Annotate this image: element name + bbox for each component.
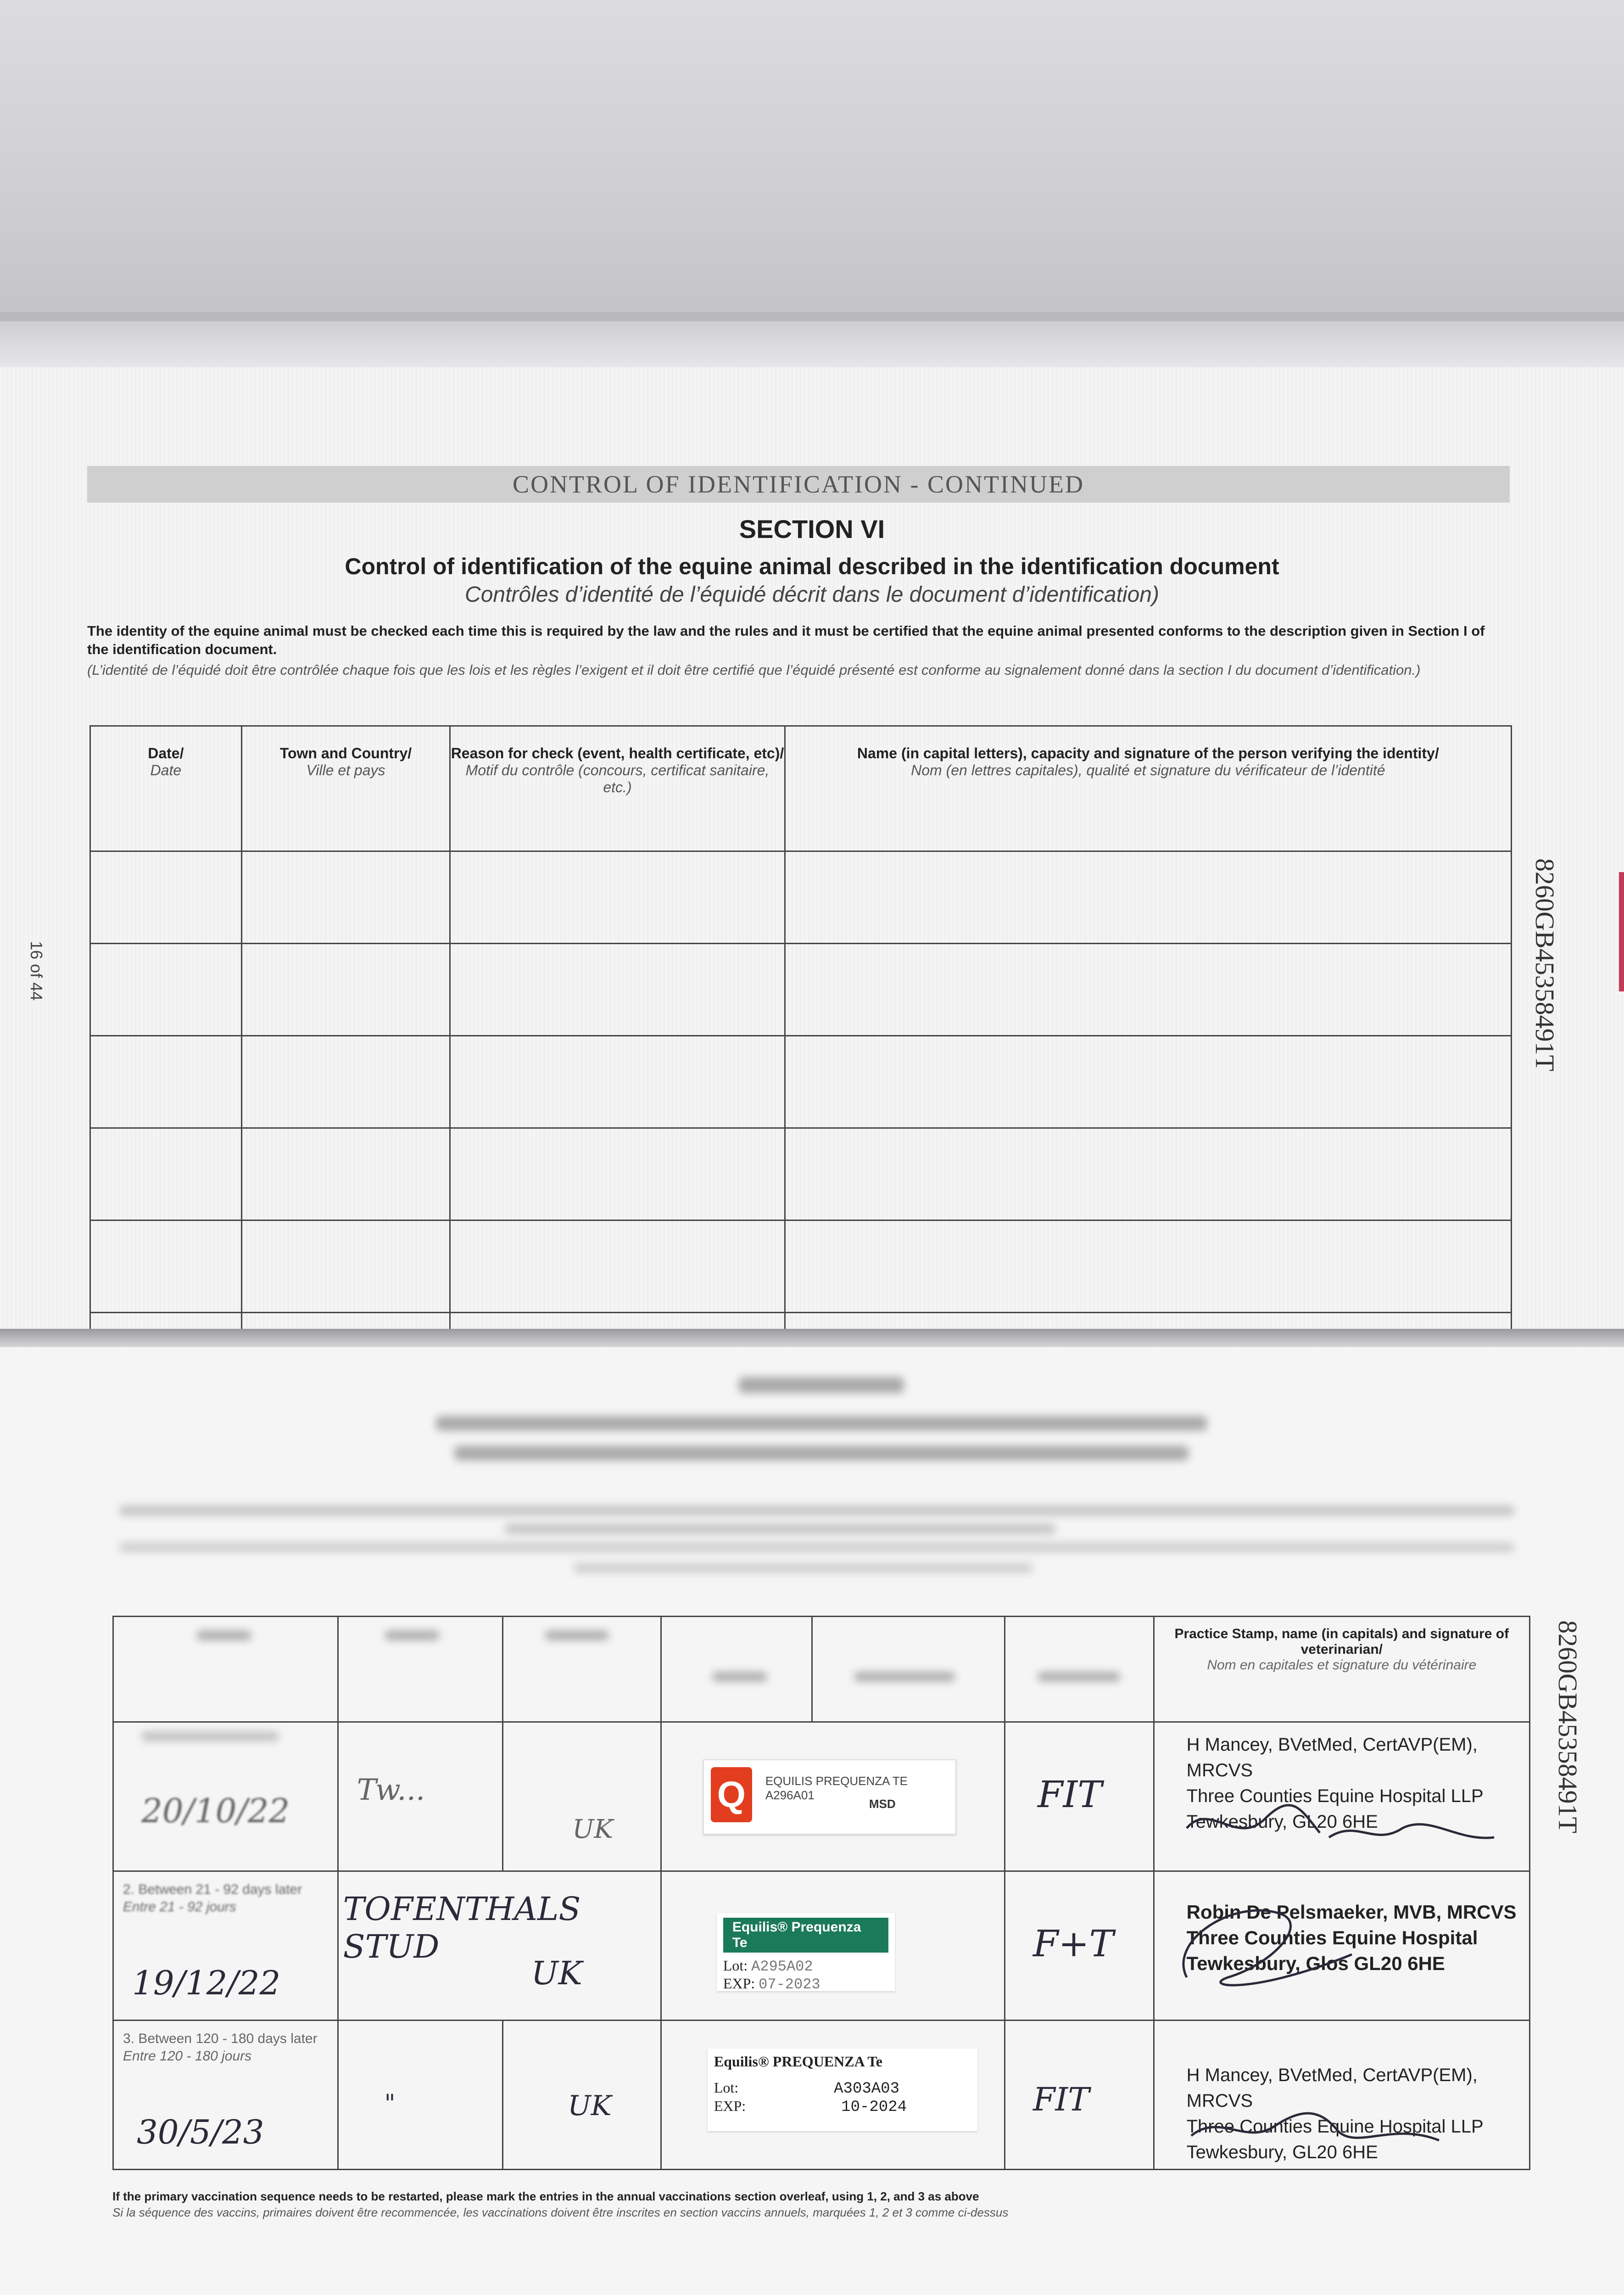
red-tab-edge — [1619, 872, 1624, 991]
vaccination-row-3 — [113, 2021, 1530, 2170]
vaccine-lot — [714, 2079, 971, 2098]
vaccine-name: EQUILIS PREQUENZA TE — [765, 1774, 908, 1788]
date-cell — [113, 1871, 338, 2021]
exp-label: EXP: — [714, 2098, 746, 2114]
intro-french: (L’identité de l’équidé doit être contrôlée chaque fois que les lois et les règles l’exigent et il doit être certifié que l’équidé présenté est conforme au signalement donné dans la section I du document d’identification.) — [87, 662, 1421, 678]
column-date: Date/ Date — [90, 726, 242, 851]
passport-number-lower: 8260GB45358491T — [1553, 1620, 1583, 1833]
disease-cell — [1005, 1871, 1154, 2021]
disease-cell — [1005, 1722, 1154, 1871]
passport-number: 8260GB45358491T — [1530, 858, 1560, 1071]
place-handwritten: Tw... — [357, 1773, 425, 1807]
column-verifier: Name (in capital letters), capacity and signature of the person verifying the identity/ Nom (en lettres capitales), qualité et signature du vérificateur de l’identité — [785, 726, 1511, 851]
table-row — [90, 1128, 1512, 1220]
intro-english: The identity of the equine animal must be checked each time this is required by the law and the rules and it must be certified that the equine animal presented conforms to the description given in Section I of the identification document. — [87, 623, 1485, 657]
date-handwritten: 19/12/22 — [132, 1964, 281, 2002]
vet-practice: Three Counties Equine Hospital LLP — [1186, 2116, 1484, 2137]
identity-check-table — [89, 725, 1512, 1405]
table-row — [90, 944, 1512, 1036]
page-number: 16 of 44 — [27, 941, 46, 1001]
interval-label — [114, 1872, 337, 1925]
vet-signature — [1182, 1791, 1503, 1856]
disease-handwritten: FIT — [1037, 1773, 1102, 1816]
title-english: Control of identification of the equine animal described in the identification document — [345, 554, 1279, 579]
page-fold — [0, 1329, 1624, 1347]
vet-address: Tewkesbury, Glos GL20 6HE — [1186, 1953, 1445, 1974]
interval-label-en: 2. Between 21 - 92 days later — [123, 1882, 302, 1897]
date-handwritten: 30/5/23 — [137, 2113, 264, 2151]
blurred-header-cell — [661, 1617, 812, 1722]
vaccine-exp — [723, 1975, 888, 1993]
vaccine-sticker — [703, 1759, 956, 1835]
vaccine-lot — [723, 1957, 888, 1975]
footnote-english: If the primary vaccination sequence needs to be restarted, please mark the entries in the annual vaccinations section overleaf, using 1, 2, and 3 as above — [112, 2189, 979, 2203]
page-edge-shadow — [0, 321, 1624, 367]
exp-value: 07-2023 — [759, 1976, 820, 1993]
place-handwritten: " — [384, 2090, 396, 2117]
country-cell — [503, 2021, 661, 2170]
blurred-text — [505, 1524, 1055, 1534]
exp-label: EXP: — [723, 1975, 755, 1992]
blurred-header-cell — [113, 1617, 338, 1722]
date-handwritten: 20/10/22 — [141, 1791, 290, 1830]
blurred-text — [119, 1542, 1514, 1552]
practice-header-en: Practice Stamp, name (in capitals) and signature of veterinarian/ — [1174, 1626, 1509, 1657]
blurred-heading — [436, 1416, 1207, 1431]
vaccination-row-2 — [113, 1871, 1530, 2021]
interval-label-fr: Entre 120 - 180 jours — [123, 2049, 252, 2064]
table-row — [90, 1220, 1512, 1313]
vaccine-cell — [661, 1871, 1005, 2021]
vet-name: H Mancey, BVetMed, CertAVP(EM), MRCVS — [1186, 1735, 1478, 1780]
country-cell — [503, 1722, 661, 1871]
lot-label: Lot: — [723, 1957, 748, 1974]
country-handwritten: UK — [531, 1954, 582, 1992]
footnote-french: Si la séquence des vaccins, primaires doivent être recommencée, les vaccinations doivent être inscrites en section vaccins annuels, marquées 1, 2 et 3 comme ci-dessus — [112, 2205, 1009, 2219]
column-town-country: Town and Country/ Ville et pays — [241, 726, 450, 851]
column-reason: Reason for check (event, health certificate, etc)/ Motif du contrôle (concours, certificat sanitaire, etc.) — [450, 726, 785, 851]
lot-value: A295A02 — [751, 1958, 813, 1975]
vet-address: Tewkesbury, GL20 6HE — [1186, 2142, 1378, 2162]
practice-header — [1154, 1617, 1529, 1722]
vaccine-exp — [714, 2098, 971, 2116]
disease-handwritten: FIT — [1032, 2081, 1089, 2118]
vaccine-batch: A296A01 — [765, 1788, 815, 1802]
place-cell — [338, 2021, 503, 2170]
blurred-text — [574, 1563, 1032, 1573]
place-cell — [338, 1722, 503, 1871]
blurred-text — [119, 1506, 1514, 1516]
disease-handwritten: F+T — [1032, 1922, 1114, 1965]
section-title: SECTION VI — [739, 515, 885, 543]
vaccine-cell — [661, 2021, 1005, 2170]
table-header-row — [113, 1617, 1530, 1722]
interval-label-fr: Entre 21 - 92 jours — [123, 1899, 236, 1914]
exp-value: 10-2024 — [841, 2099, 907, 2116]
interval-label-en: 3. Between 120 - 180 days later — [123, 2031, 318, 2046]
msd-logo: MSD — [869, 1797, 896, 1811]
vet-practice: Three Counties Equine Hospital — [1186, 1927, 1478, 1948]
vaccine-sticker — [717, 1913, 895, 1991]
vet-signature — [1182, 2094, 1457, 2159]
vaccination-row-1 — [113, 1722, 1530, 1871]
vet-cell — [1154, 1722, 1529, 1871]
section-banner: CONTROL OF IDENTIFICATION - CONTINUED — [87, 466, 1510, 503]
country-handwritten: UK — [568, 2090, 612, 2122]
interval-label — [114, 2021, 337, 2074]
vet-practice: Three Counties Equine Hospital LLP — [1186, 1786, 1484, 1806]
vaccine-sticker — [708, 2049, 977, 2131]
blurred-heading — [454, 1446, 1189, 1461]
vet-name: Robin De Pelsmaeker, MVB, MRCVS — [1186, 1901, 1517, 1923]
table-header-row — [90, 726, 1512, 851]
vaccination-table — [112, 1616, 1530, 2170]
table-row — [90, 1036, 1512, 1128]
vet-cell — [1154, 1871, 1529, 2021]
vet-cell — [1154, 2021, 1529, 2170]
place-cell — [338, 1871, 661, 2021]
lot-label: Lot: — [714, 2079, 739, 2096]
equilis-badge: Equilis® Prequenza Te — [723, 1918, 888, 1953]
table-row — [90, 851, 1512, 944]
lot-value: A303A03 — [834, 2080, 899, 2098]
background-surface — [0, 0, 1624, 317]
blurred-header-cell — [503, 1617, 661, 1722]
page-edge — [0, 312, 1624, 321]
country-handwritten: UK — [572, 1814, 614, 1844]
blurred-header-cell — [1005, 1617, 1154, 1722]
q-logo: Q — [711, 1767, 752, 1822]
blurred-heading — [739, 1377, 904, 1393]
date-cell — [113, 2021, 338, 2170]
disease-cell — [1005, 2021, 1154, 2170]
practice-header-fr: Nom en capitales et signature du vétérinaire — [1207, 1657, 1477, 1673]
blurred-header-cell — [338, 1617, 503, 1722]
blurred-header-cell — [812, 1617, 1005, 1722]
vaccine-cell — [661, 1722, 1005, 1871]
place-handwritten: TOFENTHALS STUD — [343, 1890, 581, 1965]
title-french: Contrôles d’identité de l’équidé décrit dans le document d’identification) — [465, 582, 1159, 607]
vet-signature — [1159, 1886, 1389, 2014]
vet-address: Tewkesbury, GL20 6HE — [1186, 1812, 1378, 1832]
vet-name: H Mancey, BVetMed, CertAVP(EM), MRCVS — [1186, 2065, 1478, 2111]
date-cell — [113, 1722, 338, 1871]
vaccine-brand: Equilis® PREQUENZA Te — [714, 2053, 882, 2070]
